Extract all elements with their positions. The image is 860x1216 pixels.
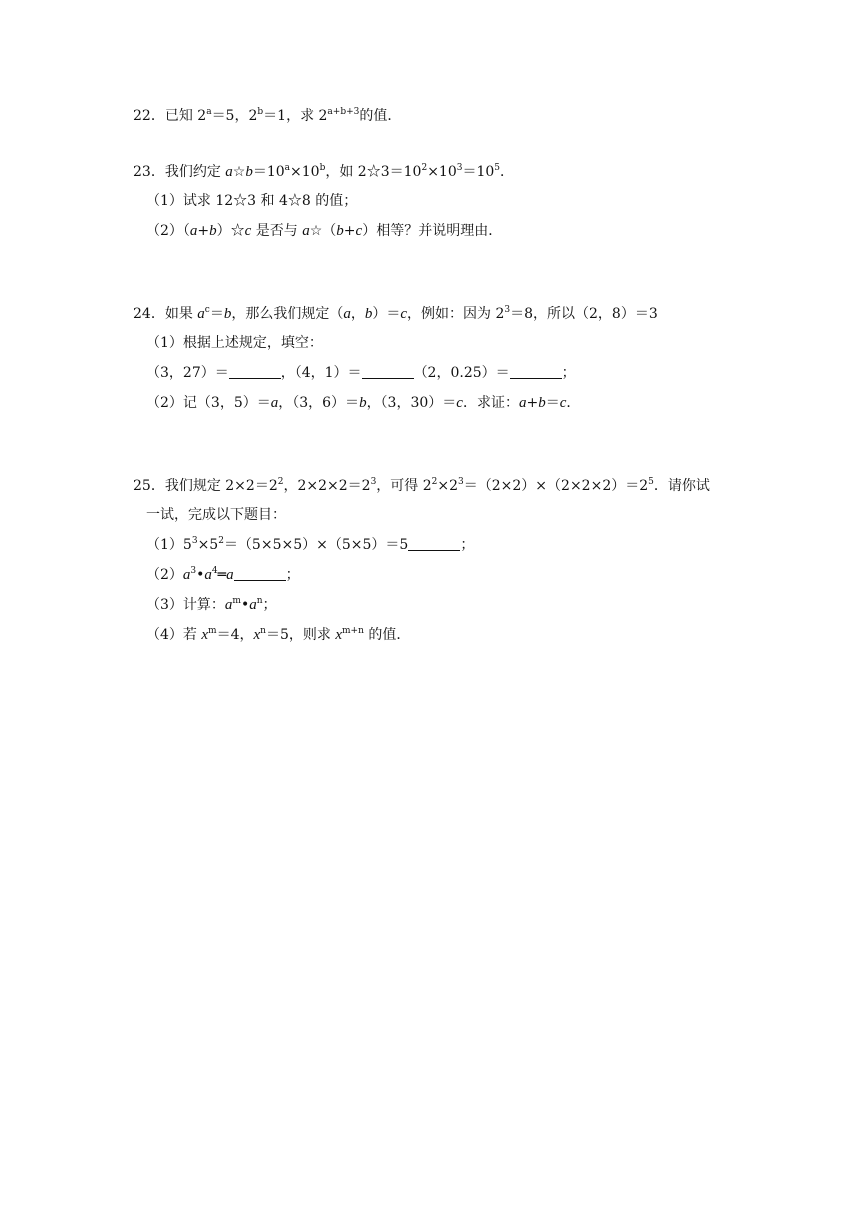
question-25-line-2: 一试，完成以下题目：: [146, 507, 286, 523]
question-24-part-2: （2）记（3，5）＝a，（3，6）＝b，（3，30）＝c．求证：a+b＝c．: [146, 395, 581, 411]
question-23-part-2: （2）（a+b）☆c 是否与 a☆（b+c）相等？并说明理由．: [146, 223, 503, 239]
question-24-fill-line: （3，27）＝ ，（4，1）＝ （2，0.25）＝ ；: [146, 365, 576, 381]
question-23-part-1: （1）试求 12☆3 和 4☆8 的值；: [146, 193, 358, 209]
question-25-part-1: $(1)5^3\times 5^2=(5\times 5\times 5)\times(5\times 5)=5$ ；: [146, 536, 475, 553]
question-25-part-3: （3）计算：$a^m•a^n$；: [146, 596, 277, 613]
question-number: 23．: [133, 164, 165, 180]
answer-blank[interactable]: [408, 537, 460, 551]
question-25-part-2: $(2)a^3•a^4═a$ ；: [146, 566, 300, 583]
question-25-part-4: （4）若 $x^m=4$，$x^n=5$，则求 $x^{m+n}$ 的值．: [146, 626, 411, 643]
answer-blank[interactable]: [510, 365, 562, 379]
question-number: 22．: [133, 108, 165, 124]
answer-blank[interactable]: [362, 365, 414, 379]
answer-blank[interactable]: [229, 365, 281, 379]
question-24: 24．如果 $a^c=b$，那么我们规定（a，b）＝c，例如：因为 $2^3=8$，所以（2，8）＝3: [133, 305, 658, 322]
question-24-part-1: （1）根据上述规定，填空：: [146, 335, 323, 351]
answer-blank[interactable]: [234, 567, 286, 581]
question-number: 24．: [133, 306, 165, 322]
question-number: 25．: [133, 478, 165, 494]
question-25: 25．我们规定 $2\times 2=2^2$，$2\times 2\times 2=2^3$，可得 $2^2\times 2^3=(2\times 2)\times(2\times 2\times 2)=2^5$．请你试: [133, 477, 710, 494]
question-22: 22．已知 $2^a=5$，$2^b=1$，求 $2^{a+b+3}$的值．: [133, 107, 402, 124]
question-23: 23．我们约定 $a☆b=10^a\times 10^b$，如 $2☆3=10^2\times 10^3=10^5$．: [133, 163, 515, 180]
